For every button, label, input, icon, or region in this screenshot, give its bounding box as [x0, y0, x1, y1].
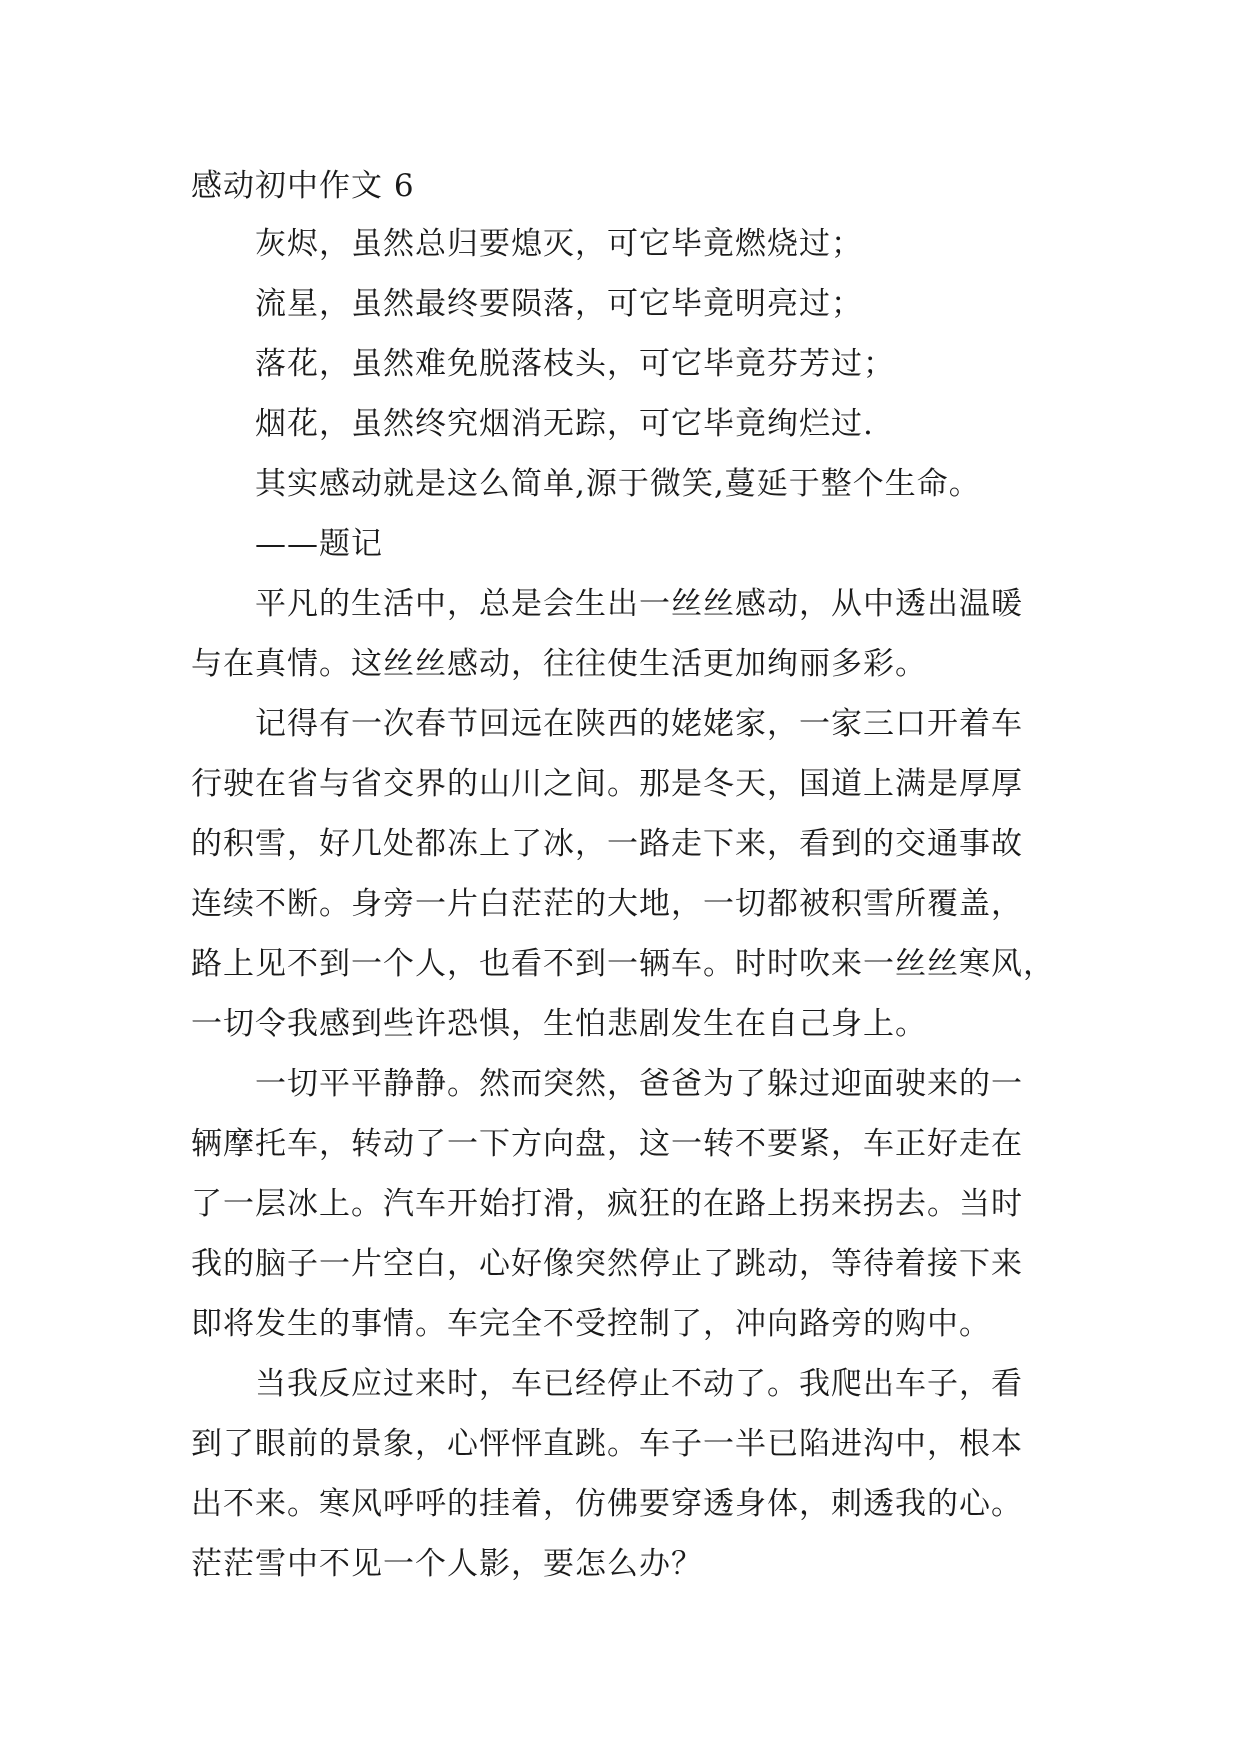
paragraph-line: 与在真情。这丝丝感动，往往使生活更加绚丽多彩。: [191, 646, 927, 682]
poem-line: 烟花，虽然终究烟消无踪，可它毕竟绚烂过.: [255, 406, 874, 442]
paragraph-line: 连续不断。身旁一片白茫茫的大地，一切都被积雪所覆盖，: [191, 886, 1023, 922]
paragraph: [191, 1354, 1071, 1594]
document-page: [191, 158, 1071, 1594]
paragraph-line: 了一层冰上。汽车开始打滑，疯狂的在路上拐来拐去。当时: [191, 1186, 1023, 1222]
paragraph-line: 路上见不到一个人，也看不到一辆车。时时吹来一丝丝寒风，: [191, 946, 1055, 982]
paragraph-line: 记得有一次春节回远在陕西的姥姥家，一家三口开着车: [255, 706, 1023, 742]
paragraph-line: 的积雪，好几处都冻上了冰，一路走下来，看到的交通事故: [191, 826, 1023, 862]
poem-line: 落花，虽然难免脱落枝头，可它毕竟芬芳过；: [255, 346, 895, 382]
paragraph-line: 即将发生的事情。车完全不受控制了，冲向路旁的购中。: [191, 1306, 991, 1342]
document-title: 感动初中作文 6: [191, 168, 415, 204]
paragraph-line: 当我反应过来时，车已经停止不动了。我爬出车子，看: [255, 1366, 1023, 1402]
paragraph-line: 茫茫雪中不见一个人影，要怎么办？: [191, 1546, 703, 1582]
poem-line: 其实感动就是这么简单,源于微笑,蔓延于整个生命。: [255, 466, 981, 502]
paragraph-line: 我的脑子一片空白，心好像突然停止了跳动，等待着接下来: [191, 1246, 1023, 1282]
poem-block: [191, 214, 1071, 574]
paragraph: [191, 694, 1071, 1054]
poem-line: 流星，虽然最终要陨落，可它毕竟明亮过；: [255, 286, 863, 322]
paragraph-line: 行驶在省与省交界的山川之间。那是冬天，国道上满是厚厚: [191, 766, 1023, 802]
paragraph-line: 出不来。寒风呼呼的挂着，仿佛要穿透身体，刺透我的心。: [191, 1486, 1023, 1522]
epigraph-attribution: ——题记: [255, 526, 383, 562]
paragraph-line: 一切令我感到些许恐惧，生怕悲剧发生在自己身上。: [191, 1006, 927, 1042]
paragraph-line: 到了眼前的景象，心怦怦直跳。车子一半已陷进沟中，根本: [191, 1426, 1023, 1462]
paragraph-line: 一切平平静静。然而突然，爸爸为了躲过迎面驶来的一: [255, 1066, 1023, 1102]
paragraph-line: 平凡的生活中，总是会生出一丝丝感动，从中透出温暖: [255, 586, 1023, 622]
poem-line: 灰烬，虽然总归要熄灭，可它毕竟燃烧过；: [255, 226, 863, 262]
paragraph: [191, 1054, 1071, 1354]
paragraph: [191, 574, 1071, 694]
paragraph-line: 辆摩托车，转动了一下方向盘，这一转不要紧，车正好走在: [191, 1126, 1023, 1162]
